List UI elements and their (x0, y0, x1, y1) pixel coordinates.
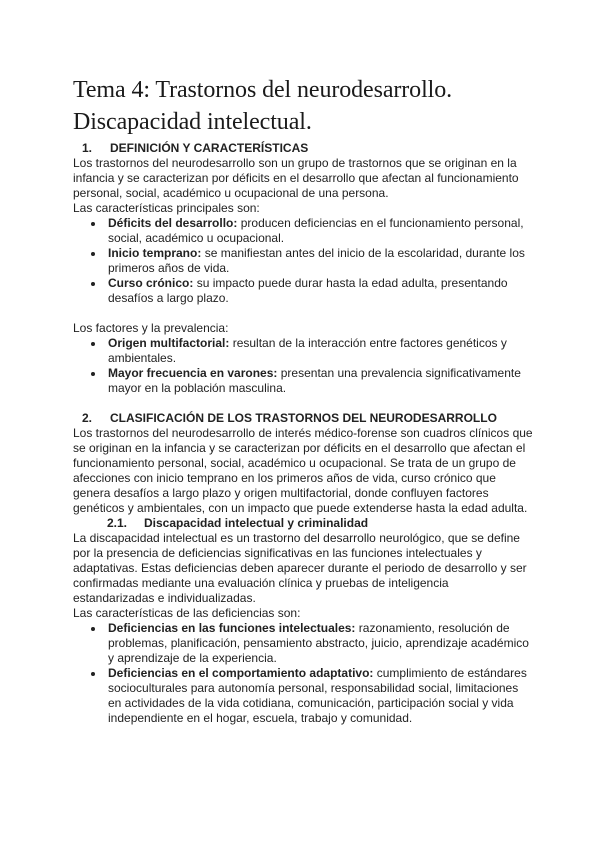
list-item-text: su impacto puede durar hasta la edad adulta, presentando desafíos a largo plazo. (108, 276, 508, 305)
section-1-heading (73, 141, 533, 156)
list-item-term: Curso crónico: (108, 276, 194, 290)
list-item-text: resultan de la interacción entre factores genéticos y ambientales. (108, 336, 507, 365)
section-1-number: 1. (82, 141, 93, 155)
subsection-2-1-title: Discapacidad intelectual y criminalidad (144, 516, 369, 530)
list-item (73, 621, 533, 666)
section-2-heading (73, 411, 533, 426)
subsection-2-1-number: 2.1. (107, 516, 128, 530)
subsection-2-1-heading (73, 516, 533, 531)
subsection-2-1-intro: La discapacidad intelectual es un trastorno del desarrollo neurológico, que se define por la presencia de deficiencias significativas en las funciones intelectuales y adaptativas. Estas deficiencias deben aparecer durante el periodo de desarrollo y ser confirmadas mediante una evaluación clínica y pruebas de inteligencia estandarizadas e individualizadas. (73, 531, 527, 605)
section-1-title: DEFINICIÓN Y CARACTERÍSTICAS (110, 141, 309, 155)
subsection-2-1-chars-label: Las características de las deficiencias son: (73, 606, 301, 620)
list-item (73, 336, 533, 366)
title-line-2: Discapacidad intelectual. (73, 109, 312, 135)
section-1-intro: Los trastornos del neurodesarrollo son un grupo de trastornos que se originan en la infancia y se caracterizan por déficits en el desarrollo que afectan al funcionamiento personal, social, académico u ocupacional de una persona. (73, 156, 519, 200)
list-item-term: Inicio temprano: (108, 246, 202, 260)
list-item-text: razonamiento, resolución de problemas, planificación, pensamiento abstracto, juicio, aprendizaje académico y aprendizaje de la experiencia. (108, 621, 529, 665)
list-item-text: presentan una prevalencia significativamente mayor en la población masculina. (108, 366, 521, 395)
subsection-2-1-chars-list (73, 621, 533, 726)
section-1-chars-label: Las características principales son: (73, 201, 260, 215)
list-item (73, 666, 533, 726)
list-item (73, 366, 533, 396)
section-1-factors-label: Los factores y la prevalencia: (73, 321, 229, 335)
list-item-term: Déficits del desarrollo: (108, 216, 238, 230)
list-item-text: se manifiestan antes del inicio de la escolaridad, durante los primeros años de vida. (108, 246, 525, 275)
section-2-intro: Los trastornos del neurodesarrollo de interés médico-forense son cuadros clínicos que se originan en la infancia y se caracterizan por déficits en el desarrollo que afectan el funcionamiento personal, social, académico u ocupacional. Se trata de un grupo de afecciones con inicio temprano en los primeros años de vida, curso crónico que genera desafíos a largo plazo y origen multifactorial, donde confluyen factores genéticos y ambientales, con un impacto que puede extenderse hasta la edad adulta. (73, 426, 533, 515)
section-1-factors-list (73, 336, 533, 396)
list-item (73, 276, 533, 306)
section-2-title: CLASIFICACIÓN DE LOS TRASTORNOS DEL NEURODESARROLLO (110, 411, 497, 425)
list-item-term: Mayor frecuencia en varones: (108, 366, 278, 380)
section-2-number: 2. (82, 411, 93, 425)
title-line-1: Tema 4: Trastornos del neurodesarrollo. (73, 77, 453, 103)
document-page (73, 74, 533, 726)
list-item (73, 246, 533, 276)
list-item-term: Deficiencias en el comportamiento adaptativo: (108, 666, 374, 680)
list-item-term: Deficiencias en las funciones intelectuales: (108, 621, 356, 635)
list-item-text: producen deficiencias en el funcionamiento personal, social, académico u ocupacional. (108, 216, 524, 245)
page-title (73, 74, 533, 138)
list-item-term: Origen multifactorial: (108, 336, 230, 350)
section-1-chars-list (73, 216, 533, 306)
list-item-text: cumplimiento de estándares socioculturales para autonomía personal, responsabilidad social, limitaciones en actividades de la vida cotidiana, comunicación, participación social y vida independiente en el hogar, escuela, trabajo y comunidad. (108, 666, 527, 725)
list-item (73, 216, 533, 246)
